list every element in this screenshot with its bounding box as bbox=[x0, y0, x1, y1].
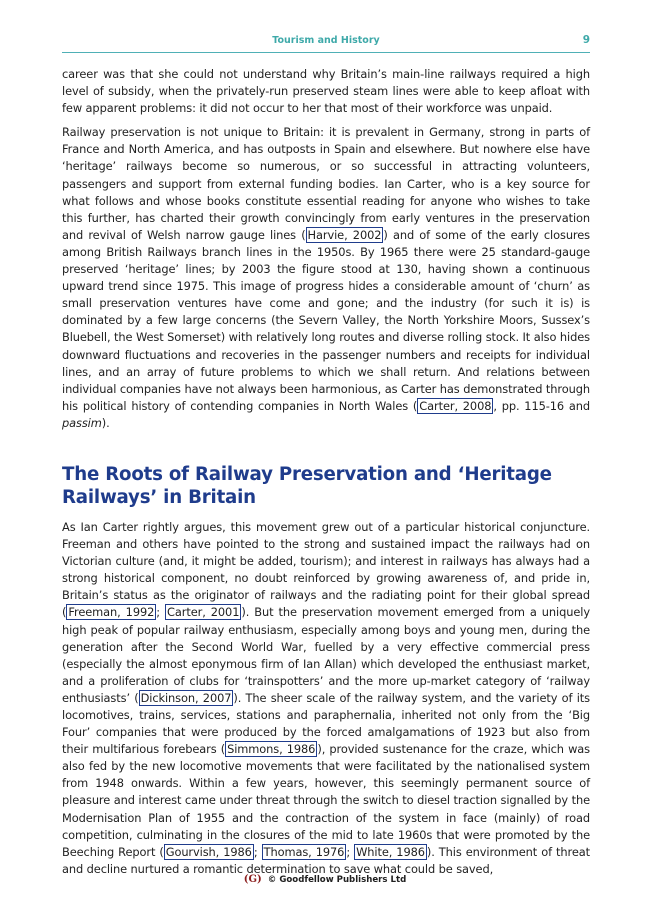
paragraph-3-text-2: ). But the preservation movement emerged from a uniquely high peak of popular railway enthusiasm, especially among boys and young men, during the generation after the Second World War, fuelled by a very effective commercial press (especially the almost eponymous firm of Ian Allan) which developed the enthusiast market, and a proliferation of clubs for ‘trainspotters’ and the more up-market category of ‘railway enthusiasts’ ( bbox=[62, 605, 590, 705]
citation-link-freeman-1992[interactable]: Freeman, 1992 bbox=[68, 605, 155, 620]
paragraph-3-text-4: ), provided sustenance for the craze, which was also fed by the new locomotive movements that were facilitated by the nationalised system from 1948 onwards. Within a few years, however, this seemingly permanent source of pleasure and interest came under threat through the switch to diesel traction signalled by the Modernisation Plan of 1955 and the contraction of the system in face (mainly) of road competition, culminating in the closures of the mid to late 1960s that were promoted by the Beeching Report ( bbox=[62, 742, 590, 859]
page-footer bbox=[0, 874, 650, 885]
publisher-logo: (G) bbox=[243, 874, 262, 885]
paragraph-3-text-1: As Ian Carter rightly argues, this movement grew out of a particular historical conjuncture. Freeman and others have pointed to the strong and sustained impact the railways had on Victorian culture (and, it might be added, tourism); and interest in railways has always had a strong historical component, no doubt reinforced by growing awareness of, and pride in, Britain’s status as the originator of railways and the radiating point for their global spread ( bbox=[62, 519, 590, 620]
paragraph-2-text-1: Railway preservation is not unique to Britain: it is prevalent in Germany, strong in parts of France and North America, and has outposts in Spain and elsewhere. But nowhere else have ‘heritage’ railways become so numerous, or so successful in attracting volunteers, passengers and support from external funding bodies. Ian Carter, who is a key source for what follows and whose books constitute essential reading for anyone who wishes to take this further, has charted their growth convincingly from early ventures in the preservation and revival of Welsh narrow gauge lines ( bbox=[62, 125, 590, 242]
paragraph-1: career was that she could not understand why Britain’s main-line railways required a high level of subsidy, when the privately-run preserved steam lines were able to keep afloat with few apparent problems: it did not occur to her that most of their workforce was unpaid. bbox=[62, 67, 590, 116]
paragraph-2 bbox=[62, 124, 590, 432]
paragraph-2-text-2: ) and of some of the early closures among British Railways branch lines in the 1950s. By 1965 there were 25 standard-gauge preserved ‘heritage’ lines; by 2003 the figure stood at 130, having shown a continuous upward trend since 1975. This image of progress hides a considerable amount of ‘churn’ as small preservation ventures have come and gone; and the industry (for such it is) is dominated by a few large concerns (the Severn Valley, the North Yorkshire Moors, Sussex’s Bluebell, the West Somerset) with relatively long routes and diverse rolling stock. It also hides downward fluctuations and recoveries in the passenger numbers and receipts for individual lines, and an array of future problems to which we shall return. And relations between individual companies have not always been harmonious, as Carter has demonstrated through his political history of contending companies in North Wales ( bbox=[62, 227, 591, 413]
running-header bbox=[62, 34, 590, 53]
paragraph-3-text-3: ). The sheer scale of the railway system, and the variety of its locomotives, trains, services, stations and paraphernalia, inherited not only from the ‘Big Four’ companies that were produced by the forced amalgamations of 1923 but also from their multifarious forebears ( bbox=[62, 690, 590, 757]
citation-link-thomas-1976[interactable]: Thomas, 1976 bbox=[263, 844, 345, 859]
paragraph-2-text-4: ). bbox=[101, 415, 110, 430]
section-heading: The Roots of Railway Preservation and ‘Heritage Railways’ in Britain bbox=[62, 463, 552, 508]
page-number: 9 bbox=[582, 34, 590, 46]
citation-link-gourvish-1986[interactable]: Gourvish, 1986 bbox=[165, 844, 252, 859]
citation-link-dickinson-2007[interactable]: Dickinson, 2007 bbox=[140, 690, 232, 705]
citation-link-carter-2008[interactable]: Carter, 2008 bbox=[419, 398, 492, 413]
citation-link-simmons-1986[interactable]: Simmons, 1986 bbox=[227, 742, 316, 757]
running-title: Tourism and History bbox=[272, 35, 380, 46]
citation-link-white-1986[interactable]: White, 1986 bbox=[356, 844, 425, 859]
citation-separator: ; bbox=[346, 844, 355, 859]
paragraph-3-text-5: ). This environment of threat and decline nurtured a romantic determination to save what could be saved, bbox=[62, 844, 590, 876]
citation-separator: ; bbox=[156, 605, 166, 620]
citation-link-harvie-2002[interactable]: Harvie, 2002 bbox=[307, 227, 382, 242]
citation-separator: ; bbox=[253, 844, 262, 859]
paragraph-2-text-3: , pp. 115-16 and bbox=[493, 398, 591, 413]
paragraph-3 bbox=[62, 519, 590, 878]
page-body bbox=[62, 66, 590, 885]
paragraph-2-emphasis: passim bbox=[62, 415, 102, 430]
copyright-text: © Goodfellow Publishers Ltd bbox=[267, 875, 407, 885]
citation-link-carter-2001[interactable]: Carter, 2001 bbox=[167, 605, 240, 620]
